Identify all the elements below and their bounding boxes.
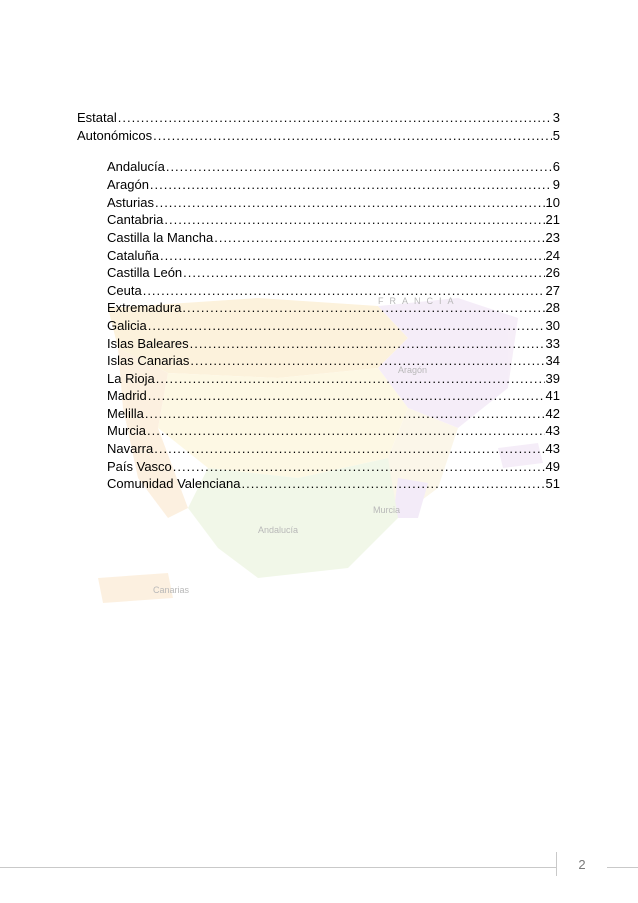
toc-entry-title: Madrid: [107, 388, 147, 403]
toc-entry-page: 6: [552, 159, 560, 174]
toc-entry-galicia[interactable]: [107, 318, 560, 334]
toc-leader-dots: [166, 159, 552, 175]
toc-leader-dots: [190, 353, 544, 369]
page-number-box: [556, 852, 607, 876]
toc-leader-dots: [147, 423, 545, 439]
toc-leader-dots: [164, 212, 544, 228]
toc-leader-dots: [182, 300, 544, 316]
toc-entry-ceuta[interactable]: [107, 283, 560, 299]
toc-leader-dots: [155, 195, 545, 211]
toc-entry-page: 49: [545, 459, 560, 474]
toc-entry-cantabria[interactable]: [107, 212, 560, 228]
toc-leader-dots: [156, 371, 545, 387]
toc-leader-dots: [183, 265, 544, 281]
watermark-label-murcia: Murcia: [373, 505, 401, 515]
toc-entry-title: Castilla la Mancha: [107, 230, 214, 245]
toc-entry-page: 43: [545, 441, 560, 456]
toc-leader-dots: [160, 248, 544, 264]
toc-entry-title: Asturias: [107, 195, 154, 210]
toc-leader-dots: [148, 388, 545, 404]
toc-entry-title: Comunidad Valenciana: [107, 476, 241, 491]
toc-entry-castilla-la-mancha[interactable]: [107, 230, 560, 246]
toc-entry-islas-baleares[interactable]: [107, 336, 560, 352]
page-number: 2: [578, 856, 586, 872]
toc-entry-murcia[interactable]: [107, 423, 560, 439]
toc-entry-title: Murcia: [107, 423, 147, 438]
toc-entry-page: 39: [545, 371, 560, 386]
toc-leader-dots: [150, 177, 552, 193]
toc-entry-page: 23: [545, 230, 560, 245]
toc-entry-page: 42: [545, 406, 560, 421]
toc-leader-dots: [143, 283, 545, 299]
toc-entry-la-rioja[interactable]: [107, 371, 560, 387]
toc-leader-dots: [118, 110, 552, 126]
toc-entry-page: 5: [552, 128, 560, 143]
toc-entry-page: 10: [545, 195, 560, 210]
toc-entry-title: Navarra: [107, 441, 154, 456]
watermark-label-francia: FRANCIA: [378, 296, 460, 306]
toc-entry-page: 27: [545, 283, 560, 298]
toc-entry-islas-canarias[interactable]: [107, 353, 560, 369]
toc-entry-page: 51: [545, 476, 560, 491]
toc-entry-page: 30: [545, 318, 560, 333]
toc-entry-title: Estatal: [77, 110, 117, 125]
toc-entry-pais-vasco[interactable]: [107, 459, 560, 475]
toc-entry-title: Islas Baleares: [107, 336, 189, 351]
toc-entry-title: Castilla León: [107, 265, 183, 280]
toc-entry-andalucia[interactable]: [107, 159, 560, 175]
watermark-label-aragon: Aragón: [398, 365, 428, 375]
toc-entry-page: 21: [545, 212, 560, 227]
toc-entry-estatal[interactable]: [77, 110, 560, 126]
toc-entry-comunidad-valenciana[interactable]: [107, 476, 560, 492]
toc-entry-navarra[interactable]: [107, 441, 560, 457]
toc-entry-title: Islas Canarias: [107, 353, 190, 368]
toc-leader-dots: [153, 128, 552, 144]
toc-entry-page: 9: [552, 177, 560, 192]
toc-entry-page: 34: [545, 353, 560, 368]
toc-entry-title: País Vasco: [107, 459, 172, 474]
toc-entry-title: Cantabria: [107, 212, 164, 227]
toc-leader-dots: [241, 476, 544, 492]
footer-divider: [0, 867, 638, 868]
toc-leader-dots: [145, 406, 545, 422]
toc-entry-title: Cataluña: [107, 248, 160, 263]
toc-entry-page: 28: [545, 300, 560, 315]
toc-entry-castilla-leon[interactable]: [107, 265, 560, 281]
toc-entry-page: 33: [545, 336, 560, 351]
toc-entry-asturias[interactable]: [107, 195, 560, 211]
watermark-label-canarias: Canarias: [153, 585, 190, 595]
toc-entry-title: Extremadura: [107, 300, 182, 315]
toc-entry-title: Andalucía: [107, 159, 165, 174]
toc-leader-dots: [173, 459, 545, 475]
toc-entry-extremadura[interactable]: [107, 300, 560, 316]
toc-entry-page: 43: [545, 423, 560, 438]
toc-leader-dots: [214, 230, 544, 246]
toc-entry-page: 24: [545, 248, 560, 263]
toc-entry-aragon[interactable]: [107, 177, 560, 193]
toc-entry-autonomicos[interactable]: [77, 128, 560, 144]
toc-entry-title: Aragón: [107, 177, 149, 192]
toc-entry-title: Galicia: [107, 318, 147, 333]
toc-entry-title: La Rioja: [107, 371, 155, 386]
toc-entry-madrid[interactable]: [107, 388, 560, 404]
toc-leader-dots: [190, 336, 545, 352]
toc-leader-dots: [154, 441, 544, 457]
toc-leader-dots: [148, 318, 545, 334]
toc-entry-cataluna[interactable]: [107, 248, 560, 264]
watermark-label-andalucia: Andalucía: [258, 525, 299, 535]
toc-entry-title: Ceuta: [107, 283, 142, 298]
toc-entry-page: 3: [552, 110, 560, 125]
toc-entry-title: Autonómicos: [77, 128, 153, 143]
toc-entry-page: 41: [545, 388, 560, 403]
toc-entry-melilla[interactable]: [107, 406, 560, 422]
toc-entry-title: Melilla: [107, 406, 144, 421]
toc-entry-page: 26: [545, 265, 560, 280]
